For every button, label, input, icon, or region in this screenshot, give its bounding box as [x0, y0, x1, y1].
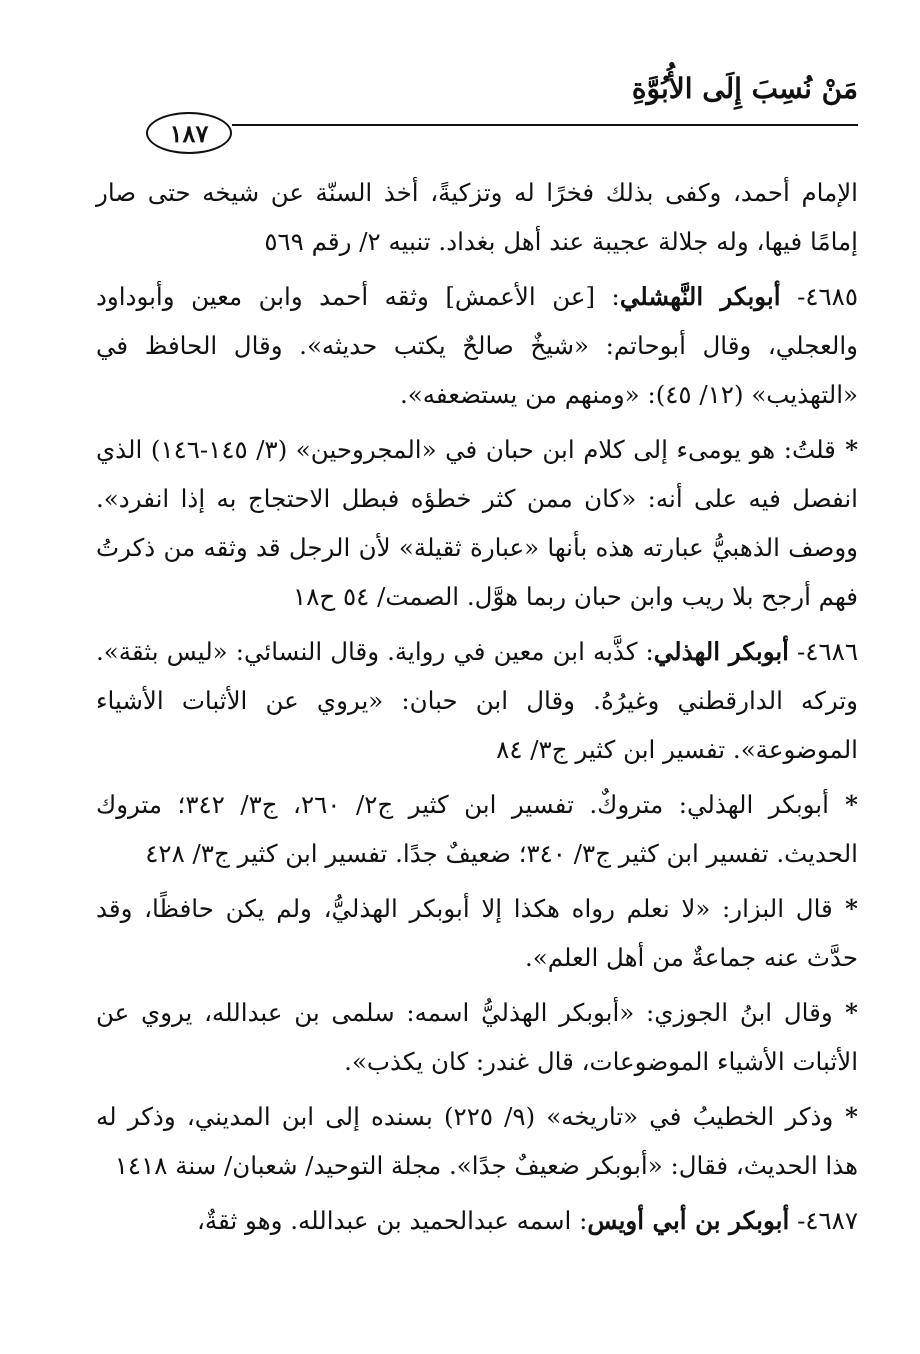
entry-number: ٤٦٨٥-: [780, 282, 858, 311]
note-paragraph: [96, 988, 858, 1086]
header-rule: [232, 124, 858, 126]
paragraph-text: الإمام أحمد، وكفى بذلك فخرًا له وتزكيةً، أخذ السنّة عن شيخه حتى صار إمامًا فيها، وله جلالة عجيبة عند أهل بغداد. تنبيه ٢/ رقم ٥٦٩: [96, 178, 858, 256]
asterisk-marker: *: [832, 998, 858, 1027]
asterisk-marker: *: [835, 435, 859, 464]
paragraph-text: : كذَّبه ابن معين في رواية. وقال النسائي: «ليس بثقة». وتركه الدارقطني وغيرُهُ. وقال ابن حبان: «يروي عن الأثبات الأشياء الموضوعة». تفسير ابن كثير ج٣/ ٨٤: [96, 637, 858, 764]
paragraph-continuation: [96, 168, 858, 266]
entry-name: أبوبكر النَّهشلي: [619, 282, 781, 311]
page-number-badge: ١٨٧: [146, 112, 232, 154]
running-header-title: مَنْ نُسِبَ إِلَى الأُبُوَّةِ: [631, 72, 858, 105]
paragraph-text: وذكر الخطيبُ في «تاريخه» (٩/ ٢٢٥) بسنده إلى ابن المديني، وذكر له هذا الحديث، فقال: «أبوبكر ضعيفٌ جدًا». مجلة التوحيد/ شعبان/ سنة ١٤١٨: [96, 1102, 858, 1180]
entry-4686: [96, 627, 858, 774]
paragraph-text: : اسمه عبدالحميد بن عبدالله. وهو ثقةٌ،: [197, 1206, 588, 1235]
entry-number: ٤٦٨٦-: [789, 637, 858, 666]
paragraph-text: وقال ابنُ الجوزي: «أبوبكر الهذليُّ اسمه: سلمى بن عبدالله، يروي عن الأثبات الأشياء الموضوعات، قال غندر: كان يكذب».: [96, 998, 858, 1076]
paragraph-text: : [عن الأعمش] وثقه أحمد وابن معين وأبوداود والعجلي، وقال أبوحاتم: «شيخٌ صالحٌ يكتب حديثه». وقال الحافظ في «التهذيب» (١٢/ ٤٥): «ومنهم من يستضعفه».: [96, 282, 858, 409]
entry-4687: [96, 1196, 858, 1245]
note-paragraph: [96, 780, 858, 878]
asterisk-marker: *: [832, 894, 858, 923]
paragraph-text: قلتُ: هو يومىء إلى كلام ابن حبان في «المجروحين» (٣/ ١٤٥-١٤٦) الذي انفصل فيه على أنه: «كان ممن كثر خطؤه فبطل الاحتجاج به إذا انفرد». ووصف الذهبيُّ عبارته هذه بأنها «عبارة ثقيلة» لأن الرجل قد وثقه من ذكرتُ فهم أرجح بلا ريب وابن حبان ربما هوَّل. الصمت/ ٥٤ ح١٨: [96, 435, 858, 611]
paragraph-text: أبوبكر الهذلي: متروكٌ. تفسير ابن كثير ج٢/ ٢٦٠، ج٣/ ٣٤٢؛ متروك الحديث. تفسير ابن كثير ج٣/ ٣٤٠؛ ضعيفٌ جدًا. تفسير ابن كثير ج٣/ ٤٢٨: [96, 790, 858, 868]
page-body: [96, 168, 858, 1251]
note-paragraph: [96, 884, 858, 982]
asterisk-marker: *: [828, 790, 858, 819]
note-paragraph: [96, 425, 858, 621]
asterisk-marker: *: [833, 1102, 858, 1131]
note-paragraph: [96, 1092, 858, 1190]
entry-4685: [96, 272, 858, 419]
entry-name: أبوبكر الهذلي: [653, 637, 789, 666]
paragraph-text: قال البزار: «لا نعلم رواه هكذا إلا أبوبكر الهذليُّ، ولم يكن حافظًا، وقد حدَّث عنه جماعةٌ من أهل العلم».: [96, 894, 858, 972]
entry-name: أبوبكر بن أبي أويس: [587, 1206, 790, 1235]
entry-number: ٤٦٨٧-: [789, 1206, 858, 1235]
